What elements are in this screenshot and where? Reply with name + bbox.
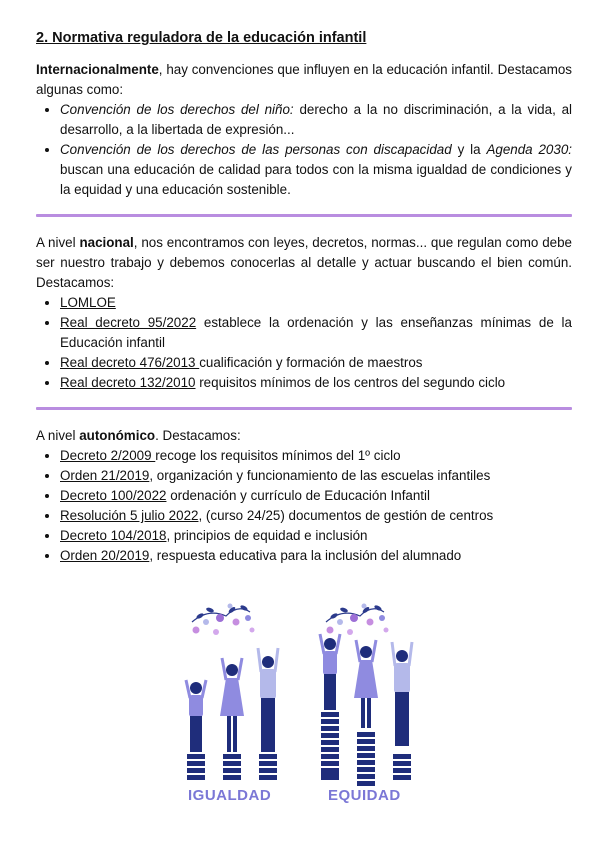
- person-figure: [320, 634, 340, 710]
- document-page: [36, 30, 572, 566]
- list-item: • Convención de los derechos de las personas con discapacidad y la Agenda 2030: buscan una educación de calidad para todos con la misma igualdad de condiciones y la equidad y una educación sostenible.: [60, 140, 572, 200]
- section-divider: [36, 214, 572, 217]
- regional-list: [36, 446, 572, 566]
- regional-intro: A nivel autonómico. Destacamos:: [36, 428, 241, 443]
- person-figure: [354, 640, 378, 728]
- international-lead: Internacionalmente: [36, 62, 159, 77]
- list-item: • Real decreto 476/2013 cualificación y formación de maestros: [60, 353, 572, 373]
- equality-equity-illustration: [180, 596, 420, 808]
- national-list: [36, 293, 572, 393]
- law-link[interactable]: Decreto 104/2018: [60, 528, 167, 543]
- flowers-decoration: [326, 604, 389, 636]
- list-item: [60, 293, 572, 313]
- box-stack: [357, 732, 375, 758]
- person-figure: [258, 648, 278, 752]
- law-link[interactable]: Real decreto 95/2022: [60, 315, 197, 330]
- section-title: 2. Normativa reguladora de la educación infantil: [36, 30, 367, 46]
- law-link[interactable]: LOMLOE: [60, 295, 116, 310]
- law-link[interactable]: Orden 21/2019: [60, 468, 150, 483]
- international-list: [36, 100, 572, 200]
- box-stack: [321, 740, 339, 766]
- list-item: • Orden 20/2019, respuesta educativa para la inclusión del alumnado: [60, 546, 572, 566]
- list-item: • Decreto 2/2009 recoge los requisitos mínimos del 1º ciclo: [60, 446, 572, 466]
- law-link[interactable]: Orden 20/2019: [60, 548, 150, 563]
- international-intro: Internacionalmente, hay convenciones que influyen en la educación infantil. Destacamos algunas como:: [36, 62, 572, 97]
- law-link[interactable]: Real decreto 476/2013: [60, 355, 200, 370]
- list-item: • Convención de los derechos del niño: derecho a la no discriminación, a la vida, al desarrollo, a la libertada de expresión...: [60, 100, 572, 140]
- box-stack: [393, 754, 411, 780]
- caption-igualdad: IGUALDAD: [188, 787, 272, 804]
- person-figure: [392, 642, 412, 746]
- list-item: • Orden 21/2019, organización y funcionamiento de las escuelas infantiles: [60, 466, 572, 486]
- law-link[interactable]: Decreto 2/2009: [60, 448, 156, 463]
- box-stack: [187, 754, 205, 780]
- box-stack: [321, 712, 339, 738]
- list-item: • Real decreto 95/2022 establece la ordenación y las enseñanzas mínimas de la Educación infantil: [60, 313, 572, 353]
- person-figure: [220, 658, 244, 752]
- person-figure: [186, 680, 206, 752]
- list-item: • Resolución 5 julio 2022, (curso 24/25) documentos de gestión de centros: [60, 506, 572, 526]
- law-link[interactable]: Decreto 100/2022: [60, 488, 167, 503]
- list-item: • Real decreto 132/2010 requisitos mínimos de los centros del segundo ciclo: [60, 373, 572, 393]
- box-stack: [259, 754, 277, 780]
- section-divider: [36, 407, 572, 410]
- list-item: • Decreto 100/2022 ordenación y currículo de Educación Infantil: [60, 486, 572, 506]
- law-link[interactable]: Real decreto 132/2010: [60, 375, 196, 390]
- list-item: • Decreto 104/2018, principios de equidad e inclusión: [60, 526, 572, 546]
- flowers-decoration: [192, 604, 255, 636]
- law-link[interactable]: Resolución 5 julio 2022: [60, 508, 199, 523]
- box-stack: [357, 760, 375, 786]
- box-stack: [223, 754, 241, 780]
- caption-equidad: EQUIDAD: [328, 787, 401, 804]
- national-intro: A nivel nacional, nos encontramos con leyes, decretos, normas... que regulan como debe ser nuestro trabajo y debemos conocerlas al detalle y actuar buscando el bien común. Destacamos:: [36, 235, 572, 290]
